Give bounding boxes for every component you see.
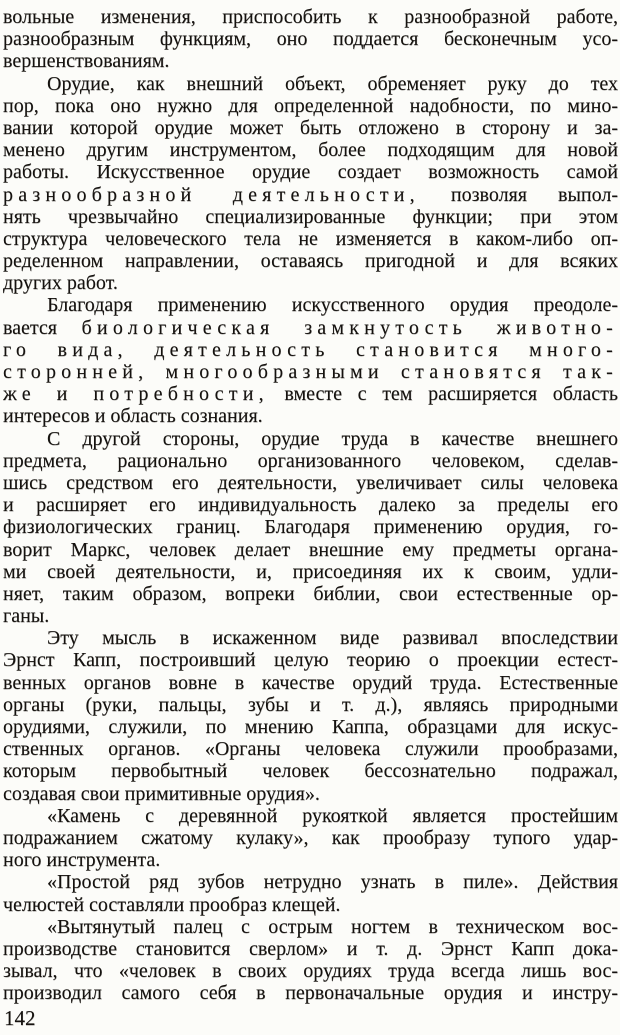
text-line [3, 627, 618, 649]
paragraph [3, 871, 618, 915]
text-segment: интересов и область сознания. [3, 405, 263, 428]
text-line [3, 184, 618, 206]
text-line [3, 760, 618, 782]
text-line [3, 117, 618, 139]
text-segment: венных органов вовне в качестве орудий труда. Естественные [3, 671, 618, 694]
text-segment: ворит Маркс, человек делает внешние ему предметы органа- [3, 538, 618, 561]
text-segment: пор, пока оно нужно для определенной надобности, по мино- [3, 94, 618, 117]
text-line [3, 272, 618, 294]
text-line [3, 95, 618, 117]
text-line [3, 383, 618, 405]
text-line [3, 916, 618, 938]
page-number: 142 [4, 1006, 36, 1031]
text-segment: разнообразным функциям, оно поддается бесконечным усо- [3, 28, 618, 51]
text-line [3, 50, 618, 72]
text-line [3, 849, 618, 871]
text-segment: зывал, что «человек в своих орудиях труда всегда лишь вос- [3, 960, 618, 983]
text-line [3, 161, 618, 183]
text-segment: менено другим инструментом, более подходящим для новой [3, 139, 618, 162]
text-segment: ного инструмента. [3, 849, 161, 872]
text-segment: шись средством его деятельности, увеличивает силы человека [3, 471, 618, 494]
text-line [3, 716, 618, 738]
text-line [3, 805, 618, 827]
paragraph [3, 294, 618, 427]
text-segment: и расширяет его индивидуальность далеко за пределы его [3, 494, 618, 517]
emphasized-text-segment: го вида, деятельность становится много- [3, 338, 618, 361]
text-segment: физиологических границ. Благодаря применению орудия, го- [3, 516, 618, 539]
text-segment: Благодаря применению искусственного орудия преодоле- [47, 294, 618, 317]
paragraph [3, 6, 618, 73]
text-segment: орудиями, служили, по мнению Каппа, образцами для искус- [3, 716, 618, 738]
text-segment: других работ. [3, 272, 118, 295]
paragraph [3, 805, 618, 872]
text-line [3, 250, 618, 272]
text-segment: Эрнст Капп, построивший целую теорию о проекции естест- [3, 649, 618, 672]
text-line [3, 827, 618, 849]
text-line [3, 228, 618, 250]
text-block [3, 6, 618, 1004]
text-segment: вершенствованиям. [3, 50, 170, 73]
emphasized-text-segment: сторонней, многообразными становятся так- [3, 361, 618, 383]
paragraph [3, 627, 618, 805]
text-line [3, 450, 618, 472]
text-line [3, 871, 618, 893]
text-line [3, 982, 618, 1004]
text-line [3, 694, 618, 716]
text-line [3, 738, 618, 760]
text-segment: «Камень с деревянной рукояткой является простейшим [47, 804, 618, 827]
text-line [3, 6, 618, 28]
text-segment: подражанием сжатому кулаку», как прообразу тупого удар- [3, 826, 618, 849]
text-segment: которым первобытный человек бессознательно подражал, [3, 760, 618, 783]
text-line [3, 583, 618, 605]
emphasized-text-segment: же и потребности, [3, 383, 269, 406]
text-segment: позволяя выпол- [419, 183, 618, 206]
text-line [3, 938, 618, 960]
text-segment: «Вытянутый палец с острым ногтем в техническом вос- [47, 915, 618, 938]
text-segment: вании которой орудие может быть отложено в сторону и за- [3, 116, 618, 139]
text-segment: создавая свои примитивные орудия». [3, 782, 320, 805]
emphasized-text-segment: разнообразной деятельности, [3, 183, 420, 206]
paragraph [3, 73, 618, 295]
text-line [3, 672, 618, 694]
text-segment: ганы. [3, 605, 50, 628]
text-line [3, 561, 618, 583]
paragraph [3, 916, 618, 1005]
text-segment: ственных органов. «Органы человека служили прообразами, [3, 738, 618, 761]
text-segment: ми своей деятельности, и, присоединяя их к своим, удли- [3, 560, 618, 583]
text-segment: структура человеческого тела не изменяется в каком-либо оп- [3, 227, 618, 250]
text-segment: нять чрезвычайно специализированные функции; при этом [3, 205, 618, 228]
paragraph [3, 428, 618, 628]
text-segment: Орудие, как внешний объект, обременяет руку до тех [47, 72, 618, 95]
text-segment: вольные изменения, приспособить к разнообразной работе, [3, 6, 618, 28]
text-segment: вместе с тем расширяется область [268, 383, 618, 406]
text-segment: няет, таким образом, вопреки библии, свои естественные ор- [3, 582, 618, 605]
text-line [3, 317, 618, 339]
text-line [3, 73, 618, 95]
text-line [3, 516, 618, 538]
text-line [3, 960, 618, 982]
text-line [3, 649, 618, 671]
emphasized-text-segment: биологическая замкнутость животно- [81, 316, 618, 339]
text-segment: производстве становится сверлом» и т. д. Эрнст Капп дока- [3, 937, 618, 960]
text-line [3, 428, 618, 450]
text-line [3, 783, 618, 805]
text-segment: ределенном направлении, оставаясь пригодной и для всяких [3, 250, 618, 273]
text-line [3, 294, 618, 316]
text-segment: С другой стороны, орудие труда в качестве внешнего [47, 427, 618, 450]
text-line [3, 472, 618, 494]
text-line [3, 494, 618, 516]
text-line [3, 539, 618, 561]
text-segment: предмета, рационально организованного человеком, сделав- [3, 449, 618, 472]
text-line [3, 405, 618, 427]
text-line [3, 339, 618, 361]
text-segment: «Простой ряд зубов нетрудно узнать в пиле». Действия [47, 871, 618, 894]
text-line [3, 605, 618, 627]
text-line [3, 28, 618, 50]
text-segment: органы (руки, пальцы, зубы и т. д.), являясь природными [3, 693, 618, 716]
text-segment: Эту мысль в искаженном виде развивал впоследствии [47, 627, 618, 650]
text-line [3, 361, 618, 383]
text-line [3, 894, 618, 916]
text-line [3, 139, 618, 161]
text-line [3, 206, 618, 228]
text-segment: челюстей составляли прообраз клещей. [3, 893, 341, 916]
text-segment: производил самого себя в первоначальные орудия и инстру- [3, 982, 618, 1005]
text-segment: вается [3, 316, 82, 339]
text-segment: работы. Искусственное орудие создает возможность самой [3, 161, 618, 184]
